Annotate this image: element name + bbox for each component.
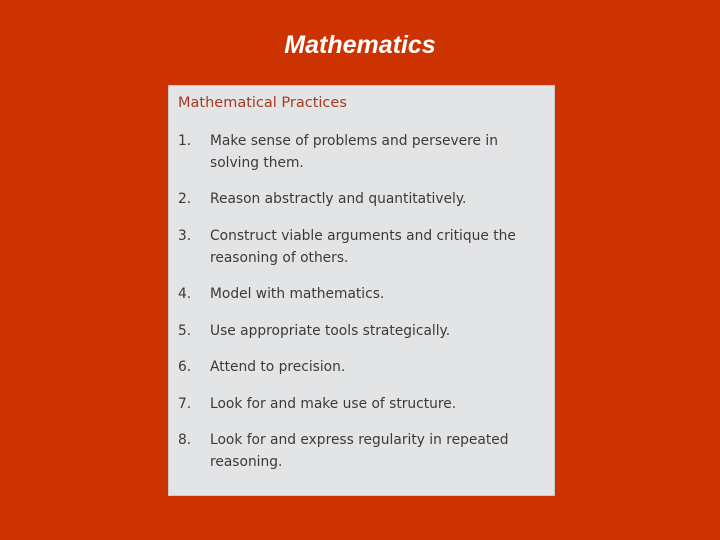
practice-item-8	[178, 429, 548, 473]
practice-item-3	[178, 225, 548, 269]
slide-title: Mathematics	[284, 31, 436, 59]
practice-text: Model with mathematics.	[210, 286, 385, 302]
practice-number: 5.	[178, 323, 192, 339]
practices-panel	[168, 85, 555, 496]
practice-text: Look for and express regularity in repeated reasoning.	[210, 432, 509, 470]
practice-number: 4.	[178, 286, 192, 302]
practice-item-7	[178, 393, 456, 415]
practice-number: 7.	[178, 396, 192, 412]
practice-text: Reason abstractly and quantitatively.	[210, 191, 467, 207]
practice-item-5	[178, 320, 450, 342]
practice-number: 8.	[178, 432, 192, 448]
practice-number: 3.	[178, 228, 192, 244]
practice-text: Construct viable arguments and critique the reasoning of others.	[210, 228, 516, 266]
practice-text: Use appropriate tools strategically.	[210, 323, 451, 339]
panel-heading: Mathematical Practices	[178, 95, 347, 111]
practice-text: Look for and make use of structure.	[210, 396, 457, 412]
practice-number: 6.	[178, 359, 192, 375]
practice-item-2	[178, 188, 466, 210]
practice-number: 2.	[178, 191, 192, 207]
practice-item-1	[178, 130, 548, 174]
practice-text: Attend to precision.	[210, 359, 346, 375]
practice-number: 1.	[178, 133, 192, 149]
practice-item-6	[178, 356, 345, 378]
practice-item-4	[178, 283, 384, 305]
practice-text: Make sense of problems and persevere in solving them.	[210, 133, 498, 171]
